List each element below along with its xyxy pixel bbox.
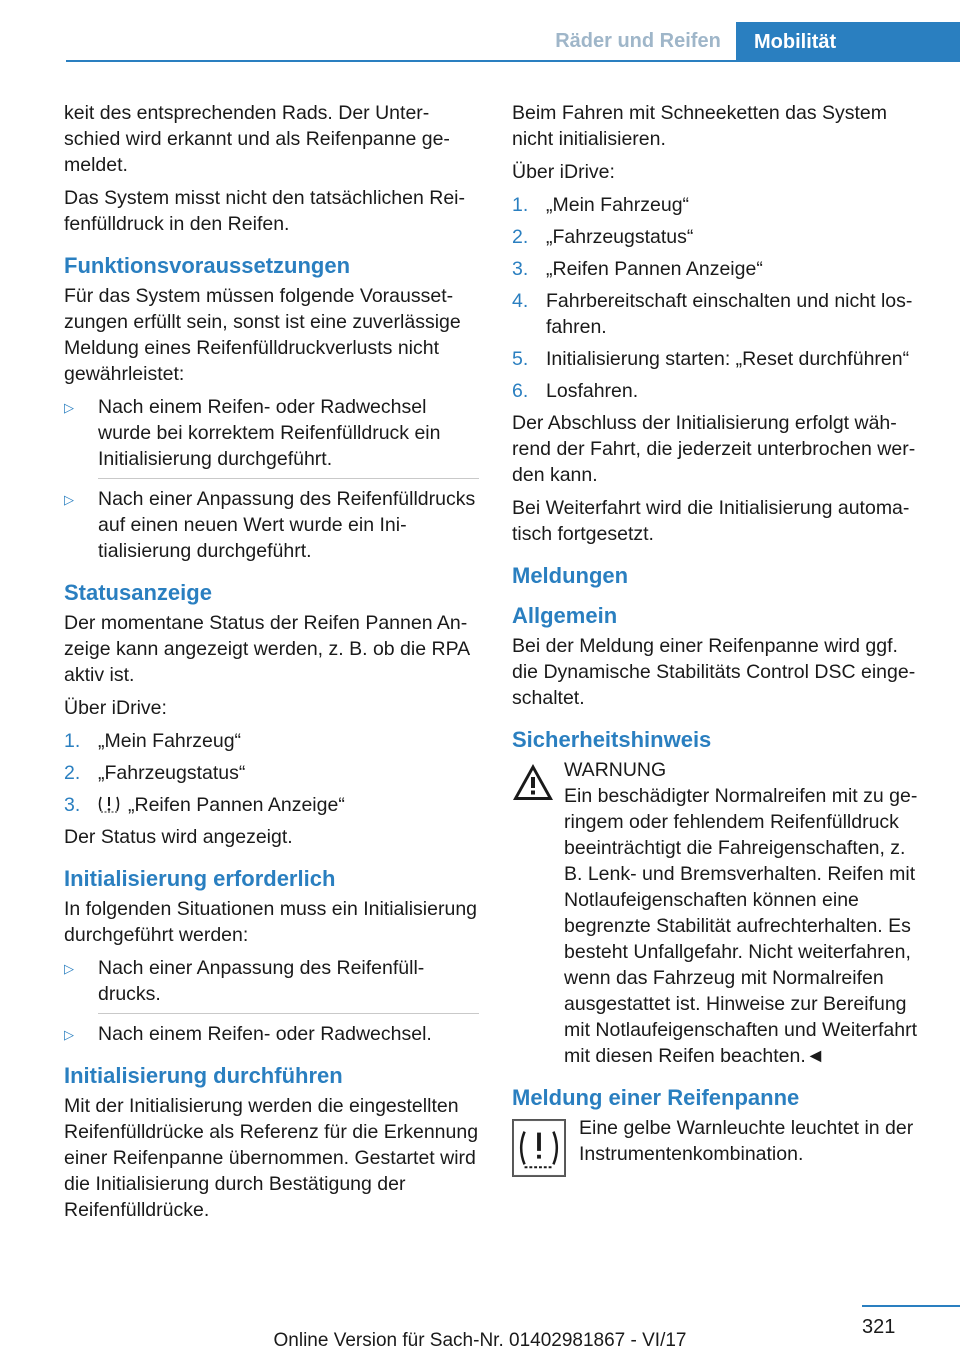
triangle-bullet-icon: ▷ xyxy=(64,492,74,507)
paragraph: Eine gelbe Warnleuchte leuchtet in der Instrumentenkombination. xyxy=(579,1117,914,1165)
list-item xyxy=(64,760,479,786)
paragraph: Beim Fahren mit Schneeketten das System nicht initialisieren. xyxy=(512,102,888,150)
list-item xyxy=(512,256,927,282)
list-item xyxy=(64,1021,479,1047)
list-item-text: Nach einem Reifen- oder Radwechsel. xyxy=(98,1023,432,1045)
warning-triangle-icon xyxy=(512,763,554,801)
tire-pressure-warning-icon xyxy=(512,1119,566,1177)
list-item-text: „Fahrzeugstatus“ xyxy=(546,226,694,248)
heading-initialisierung-erforderlich: Initialisierung erforderlich xyxy=(64,866,336,891)
warning-block xyxy=(512,757,927,1069)
list-item-text: Fahrbereitschaft einschalten und nicht losfahren. xyxy=(546,290,913,338)
heading-meldung-reifenpanne: Meldung einer Reifenpanne xyxy=(512,1085,800,1110)
list-item xyxy=(64,792,479,818)
chapter-tab: Mobilität xyxy=(736,22,960,62)
list-item xyxy=(64,486,479,564)
step-number: 2. xyxy=(64,762,81,784)
step-number: 6. xyxy=(512,380,529,402)
list-item xyxy=(512,192,927,218)
step-number: 4. xyxy=(512,290,529,312)
divider xyxy=(98,478,479,479)
right-column xyxy=(512,100,927,1174)
left-column xyxy=(64,100,479,1230)
list-item-text: Losfahren. xyxy=(546,380,639,402)
online-version-footer: Online Version für Sach-Nr. 01402981867 - VI/17 xyxy=(273,1330,687,1351)
paragraph: In folgenden Situationen muss ein Initialisierung durchgeführt werden: xyxy=(64,898,478,946)
step-number: 5. xyxy=(512,348,529,370)
bullet-list xyxy=(64,394,479,564)
list-item-text: Initialisierung starten: „Reset durchführen“ xyxy=(546,348,910,370)
heading-meldungen: Meldungen xyxy=(512,563,629,588)
triangle-bullet-icon: ▷ xyxy=(64,1027,74,1042)
step-number: 3. xyxy=(64,794,81,816)
list-item-text: „Reifen Pannen Anzeige“ xyxy=(128,794,345,816)
step-number: 1. xyxy=(512,194,529,216)
list-item-text: „Mein Fahrzeug“ xyxy=(546,194,690,216)
paragraph: Das System misst nicht den tatsächlichen Reifenfülldruck in den Reifen. xyxy=(64,187,465,235)
tire-warning-icon xyxy=(98,795,120,813)
heading-initialisierung-durchfuehren: Initialisierung durchführen xyxy=(64,1063,343,1088)
page-header xyxy=(0,0,960,62)
list-item xyxy=(64,955,479,1007)
step-number: 1. xyxy=(64,730,81,752)
list-item-text: Nach einer Anpassung des Reifenfülldrucks auf einen neuen Wert wurde ein Initialisierung durchgeführt. xyxy=(98,488,476,562)
paragraph: Über iDrive: xyxy=(512,161,615,183)
divider xyxy=(98,1013,479,1014)
list-item xyxy=(512,224,927,250)
triangle-bullet-icon: ▷ xyxy=(64,400,74,415)
heading-statusanzeige: Statusanzeige xyxy=(64,580,212,605)
list-item xyxy=(512,288,927,340)
warning-text: Ein beschädigter Normalreifen mit zu geringem oder fehlendem Reifenfülldruck beeinträchtigt die Fahreigenschaften, z. B. Lenk- und Bremsverhalten. Reifen mit Notlaufeigenschaften können eine begrenzte Stabilität aufrechterhalten. Es besteht Unfallgefahr. Nicht weiterfahren, wenn das Fahrzeug mit Normalreifen ausgestattet ist. Hinweise zur Bereifung mit Notlaufeigenschaften und Weiterfahrt mit diesen Reifen beachten.◄ xyxy=(564,785,918,1067)
header-rule xyxy=(66,60,960,62)
paragraph: Für das System müssen folgende Voraussetzungen erfüllt sein, sonst ist eine zuverlässige Meldung eines Reifenfülldruckverlusts nicht gewährleistet: xyxy=(64,285,461,385)
paragraph: keit des entsprechenden Rads. Der Unterschied wird erkannt und als Reifenpanne gemeldet. xyxy=(64,102,450,176)
list-item xyxy=(512,346,927,372)
paragraph: Mit der Initialisierung werden die eingestellten Reifenfülldrücke als Referenz für die Erkennung einer Reifenpanne übernommen. Gestartet wird die Initialisierung durch Bestätigung der Reifenfülldrücke. xyxy=(64,1095,479,1221)
list-item-text: „Reifen Pannen Anzeige“ xyxy=(546,258,763,280)
footer-rule xyxy=(862,1305,960,1307)
section-tab: Räder und Reifen xyxy=(555,30,721,52)
list-item xyxy=(64,394,479,472)
paragraph: Der Status wird angezeigt. xyxy=(64,826,293,848)
list-item xyxy=(512,378,927,404)
paragraph: Der momentane Status der Reifen Pannen Anzeige kann angezeigt werden, z. B. ob die RPA aktiv ist. xyxy=(64,612,470,686)
list-item-text: Nach einer Anpassung des Reifenfülldrucks. xyxy=(98,957,425,1005)
numbered-list xyxy=(64,728,479,818)
heading-sicherheitshinweis: Sicherheitshinweis xyxy=(512,727,712,752)
heading-funktionsvoraussetzungen: Funktionsvoraussetzungen xyxy=(64,253,351,278)
triangle-bullet-icon: ▷ xyxy=(64,961,74,976)
step-number: 2. xyxy=(512,226,529,248)
tire-warning-block xyxy=(512,1115,927,1167)
list-item-text: „Fahrzeugstatus“ xyxy=(98,762,246,784)
paragraph: Bei der Meldung einer Reifenpanne wird ggf. die Dynamische Stabilitäts Control DSC eingeschaltet. xyxy=(512,635,916,709)
list-item xyxy=(64,728,479,754)
warning-title: WARNUNG xyxy=(564,759,667,781)
list-item-text: „Mein Fahrzeug“ xyxy=(98,730,242,752)
step-number: 3. xyxy=(512,258,529,280)
numbered-list xyxy=(512,192,927,404)
paragraph: Über iDrive: xyxy=(64,697,167,719)
heading-allgemein: Allgemein xyxy=(512,603,618,628)
page-number: 321 xyxy=(862,1316,896,1338)
paragraph: Der Abschluss der Initialisierung erfolgt während der Fahrt, die jederzeit unterbrochen werden kann. xyxy=(512,412,916,486)
bullet-list xyxy=(64,955,479,1047)
paragraph: Bei Weiterfahrt wird die Initialisierung automatisch fortgesetzt. xyxy=(512,497,910,545)
list-item-text: Nach einem Reifen- oder Radwechsel wurde bei korrektem Reifenfülldruck ein Initialisierung durchgeführt. xyxy=(98,396,441,470)
